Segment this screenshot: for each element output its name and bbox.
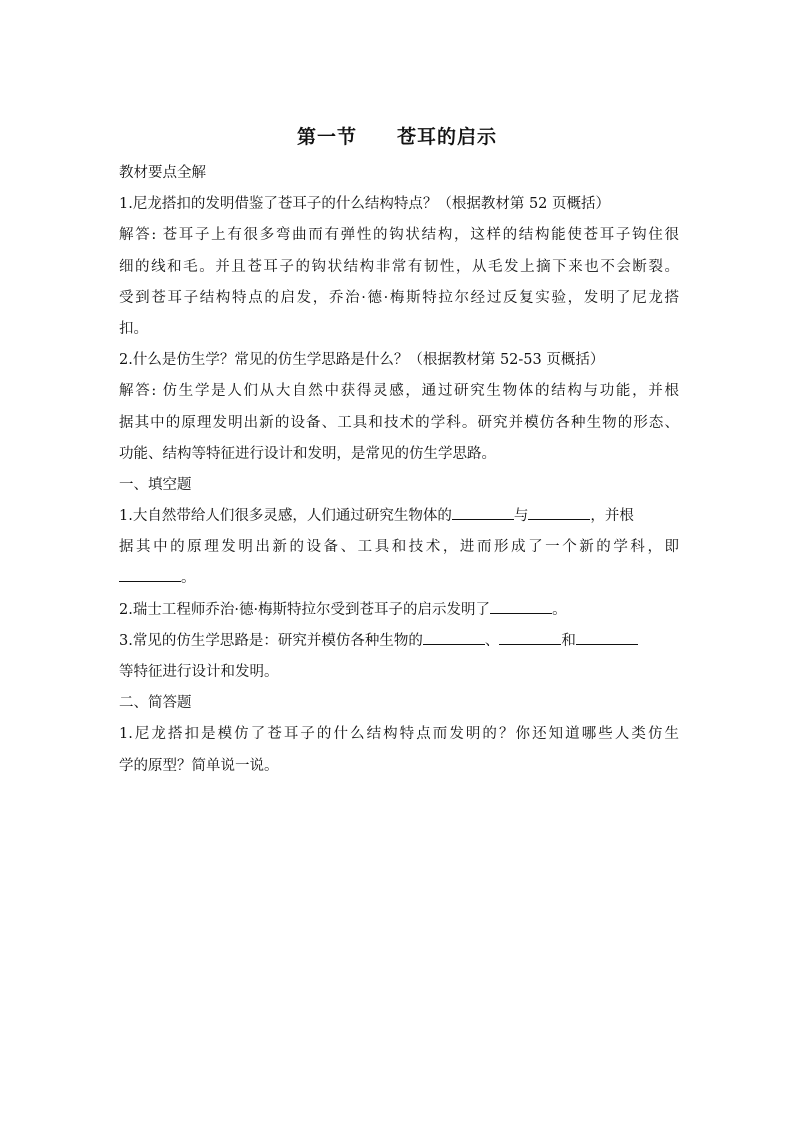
answer-blank[interactable] (528, 504, 590, 520)
section-heading-fill-blanks: 一、填空题 (119, 476, 192, 493)
answer-blank[interactable] (499, 629, 561, 645)
fill-question-2 (119, 595, 679, 626)
fill-q3-text: 3.常见的仿生学思路是：研究并模仿各种生物的 (119, 632, 423, 649)
answer-2-line-3: 功能、结构等特征进行设计和发明，是常见的仿生学思路。 (119, 445, 496, 462)
fill-q1-sep: 与 (513, 508, 529, 525)
document-body (119, 158, 679, 782)
answer-1-line-3: 受到苍耳子结构特点的启发，乔治·德·梅斯特拉尔经过反复实验，发明了尼龙搭 (119, 289, 679, 306)
answer-1-line-2: 细的线和毛。并且苍耳子的钩状结构非常有韧性，从毛发上摘下来也不会断裂。 (119, 258, 679, 275)
section-heading-key-points: 教材要点全解 (119, 165, 206, 181)
question-2: 2.什么是仿生学？常见的仿生学思路是什么？（根据教材第 52-53 页概括） (119, 352, 605, 369)
answer-1-line-4: 扣。 (119, 320, 148, 337)
answer-blank[interactable] (452, 504, 514, 520)
fill-question-3-line-2: 等特征进行设计和发明。 (119, 664, 279, 680)
fill-question-1-line-1 (119, 501, 679, 532)
answer-blank[interactable] (119, 566, 181, 582)
answer-blank[interactable] (490, 598, 552, 614)
page-title: 第一节 苍耳的启示 (296, 126, 497, 148)
fill-q2-text: 2.瑞士工程师乔治·德·梅斯特拉尔受到苍耳子的启示发明了 (119, 601, 491, 618)
answer-blank[interactable] (576, 629, 638, 645)
answer-2-line-2: 据其中的原理发明出新的设备、工具和技术的学科。研究并模仿各种生物的形态、 (119, 414, 679, 431)
fill-q1-text-1: 1.大自然带给人们很多灵感，人们通过研究生物体的 (119, 508, 452, 525)
fill-q3-sep-2: 和 (561, 632, 576, 649)
fill-q1-text-2: ，并根 (590, 508, 634, 525)
fill-q3-sep-1: 、 (484, 632, 500, 649)
short-answer-question-1-line-2: 学的原型？简单说一说。 (119, 757, 279, 774)
section-heading-short-answer: 二、简答题 (119, 695, 192, 712)
short-answer-question-1-line-1: 1.尼龙搭扣是模仿了苍耳子的什么结构特点而发明的？你还知道哪些人类仿生 (119, 726, 679, 743)
fill-question-3-line-1 (119, 626, 679, 657)
fill-question-1-line-3 (119, 563, 679, 594)
fill-q2-end: 。 (552, 601, 567, 618)
question-1: 1.尼龙搭扣的发明借鉴了苍耳子的什么结构特点？（根据教材第 52 页概括） (119, 196, 611, 213)
answer-blank[interactable] (423, 629, 485, 645)
fill-q1-end: 。 (181, 570, 196, 587)
fill-question-1-line-2: 据其中的原理发明出新的设备、工具和技术，进而形成了一个新的学科，即 (119, 539, 679, 556)
answer-2-line-1: 解答: 仿生学是人们从大自然中获得灵感，通过研究生物体的结构与功能，并根 (119, 383, 679, 400)
answer-1-line-1: 解答: 苍耳子上有很多弯曲而有弹性的钩状结构，这样的结构能使苍耳子钩住很 (119, 227, 679, 244)
